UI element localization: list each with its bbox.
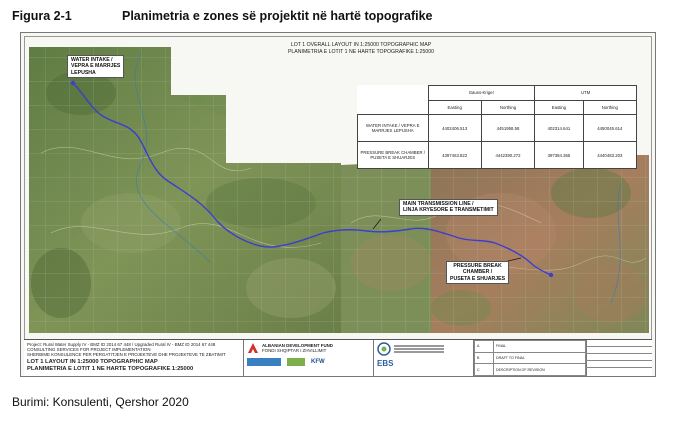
main-transmission-line-label bbox=[399, 199, 498, 216]
revision-description: DRAFT TO FINAL bbox=[494, 352, 586, 364]
figure-source: Burimi: Konsulenti, Qershor 2020 bbox=[12, 395, 189, 409]
coordinate-column-row bbox=[358, 100, 637, 115]
label-line: PUSETA E SHUARJES bbox=[450, 275, 506, 282]
project-line: SHERBIME KONSULENCE PER PERGATITJEN E PROJEKTEVE DHE PROJEKTEVE TE ZBATIMIT bbox=[27, 352, 226, 357]
row-label: PRESSURE BREAK CHAMBER / PUSETA E SHUARJES bbox=[358, 142, 429, 169]
label-line: LEPUSHA bbox=[71, 69, 96, 76]
revision-code: A bbox=[475, 341, 494, 353]
coordinate-table bbox=[357, 85, 637, 169]
pressure-break-label bbox=[446, 261, 509, 284]
label-line: WATER INTAKE / bbox=[71, 57, 113, 63]
revision-code: B bbox=[475, 352, 494, 364]
map-title-line: PLANIMETRIA E LOTIT 1 NE HARTE TOPOGRAFIKE 1:25000 bbox=[287, 48, 435, 55]
coordinate-system-row bbox=[358, 86, 637, 101]
table-row bbox=[358, 142, 637, 169]
label-line: LINJA KRYESORE E TRANSMETIMIT bbox=[403, 207, 494, 214]
column-header: Easting bbox=[428, 100, 481, 115]
column-header: Easting bbox=[535, 100, 583, 115]
project-line: Project: Rural Water Supply IV - BMZ ID 2014 67 448 / Upgraded Rural IV - BMZ ID 2014 67 448 bbox=[27, 342, 216, 347]
client-name: ALBANIAN DEVELOPMENT FUND bbox=[262, 343, 333, 348]
gauss-kriger-header: Gauss-Kriger bbox=[428, 86, 535, 101]
consultant-cell bbox=[374, 340, 474, 376]
figure-title: Planimetria e zones së projektit në hartë topografike bbox=[122, 9, 433, 23]
label-line: MAIN TRANSMISSION LINE / bbox=[403, 201, 474, 207]
table-cell: 4402406.513 bbox=[428, 115, 481, 142]
utm-header: UTM bbox=[535, 86, 637, 101]
label-line: CHAMBER / bbox=[462, 269, 493, 276]
figure-label: Figura 2-1 bbox=[12, 9, 72, 23]
table-cell: 4450045.614 bbox=[583, 115, 636, 142]
drawing-title: PLANIMETRIA E LOTIT 1 NE HARTE TOPOGRAFIKE 1:25000 bbox=[27, 366, 194, 372]
table-row bbox=[358, 115, 637, 142]
column-header: Northing bbox=[481, 100, 534, 115]
ebs-logo: EBS bbox=[377, 359, 394, 368]
table-row bbox=[475, 352, 586, 364]
table-cell: 4440483.203 bbox=[583, 142, 636, 169]
table-cell: 4397463.822 bbox=[428, 142, 481, 169]
table-cell: 402314.641 bbox=[535, 115, 583, 142]
revision-cell bbox=[474, 340, 587, 376]
revision-description: DESCRIPTION OF REVISION bbox=[494, 364, 586, 376]
drawing-title-block bbox=[24, 339, 652, 376]
table-cell: 397384.365 bbox=[535, 142, 583, 169]
revision-table bbox=[474, 340, 586, 376]
table-cell: 4451958.58 bbox=[481, 115, 534, 142]
project-info-cell bbox=[24, 340, 244, 376]
pressure-break-marker bbox=[549, 273, 553, 277]
label-line: PRESSURE BREAK bbox=[453, 263, 502, 269]
table-row bbox=[475, 364, 586, 376]
revision-description: FINAL bbox=[494, 341, 586, 353]
column-header: Northing bbox=[583, 100, 636, 115]
adf-logo-icon bbox=[247, 342, 259, 354]
map-title-line: LOT 1 OVERALL LAYOUT IN 1:25000 TOPOGRAPHIC MAP bbox=[290, 42, 432, 48]
kfw-logo: KFW bbox=[311, 359, 325, 365]
table-cell: 4442390.272 bbox=[481, 142, 534, 169]
consultant-logo-icon bbox=[377, 342, 391, 356]
label-line: VEPRA E MARRJES bbox=[71, 63, 121, 70]
drawing-title: LOT 1 LAYOUT IN 1:25000 TOPOGRAPHIC MAP bbox=[27, 359, 158, 365]
partner-logo-icon bbox=[247, 358, 281, 366]
table-row bbox=[475, 341, 586, 353]
row-label: WATER INTAKE / VEPRA E MARRJES LEPUSHA bbox=[358, 115, 429, 142]
project-line: CONSULTING SERVICES FOR PROJECT IMPLEMENTATION bbox=[27, 347, 151, 352]
water-intake-marker bbox=[71, 81, 75, 85]
revision-code: C bbox=[475, 364, 494, 376]
client-cell bbox=[244, 340, 374, 376]
sheet-number-cell bbox=[586, 340, 652, 376]
map-sheet bbox=[20, 32, 656, 377]
map-title bbox=[236, 42, 486, 55]
water-intake-label bbox=[67, 55, 124, 78]
client-name-sq: FONDI SHQIPTAR I ZHVILLIMIT bbox=[262, 348, 327, 353]
partner-logo-icon bbox=[287, 358, 305, 366]
